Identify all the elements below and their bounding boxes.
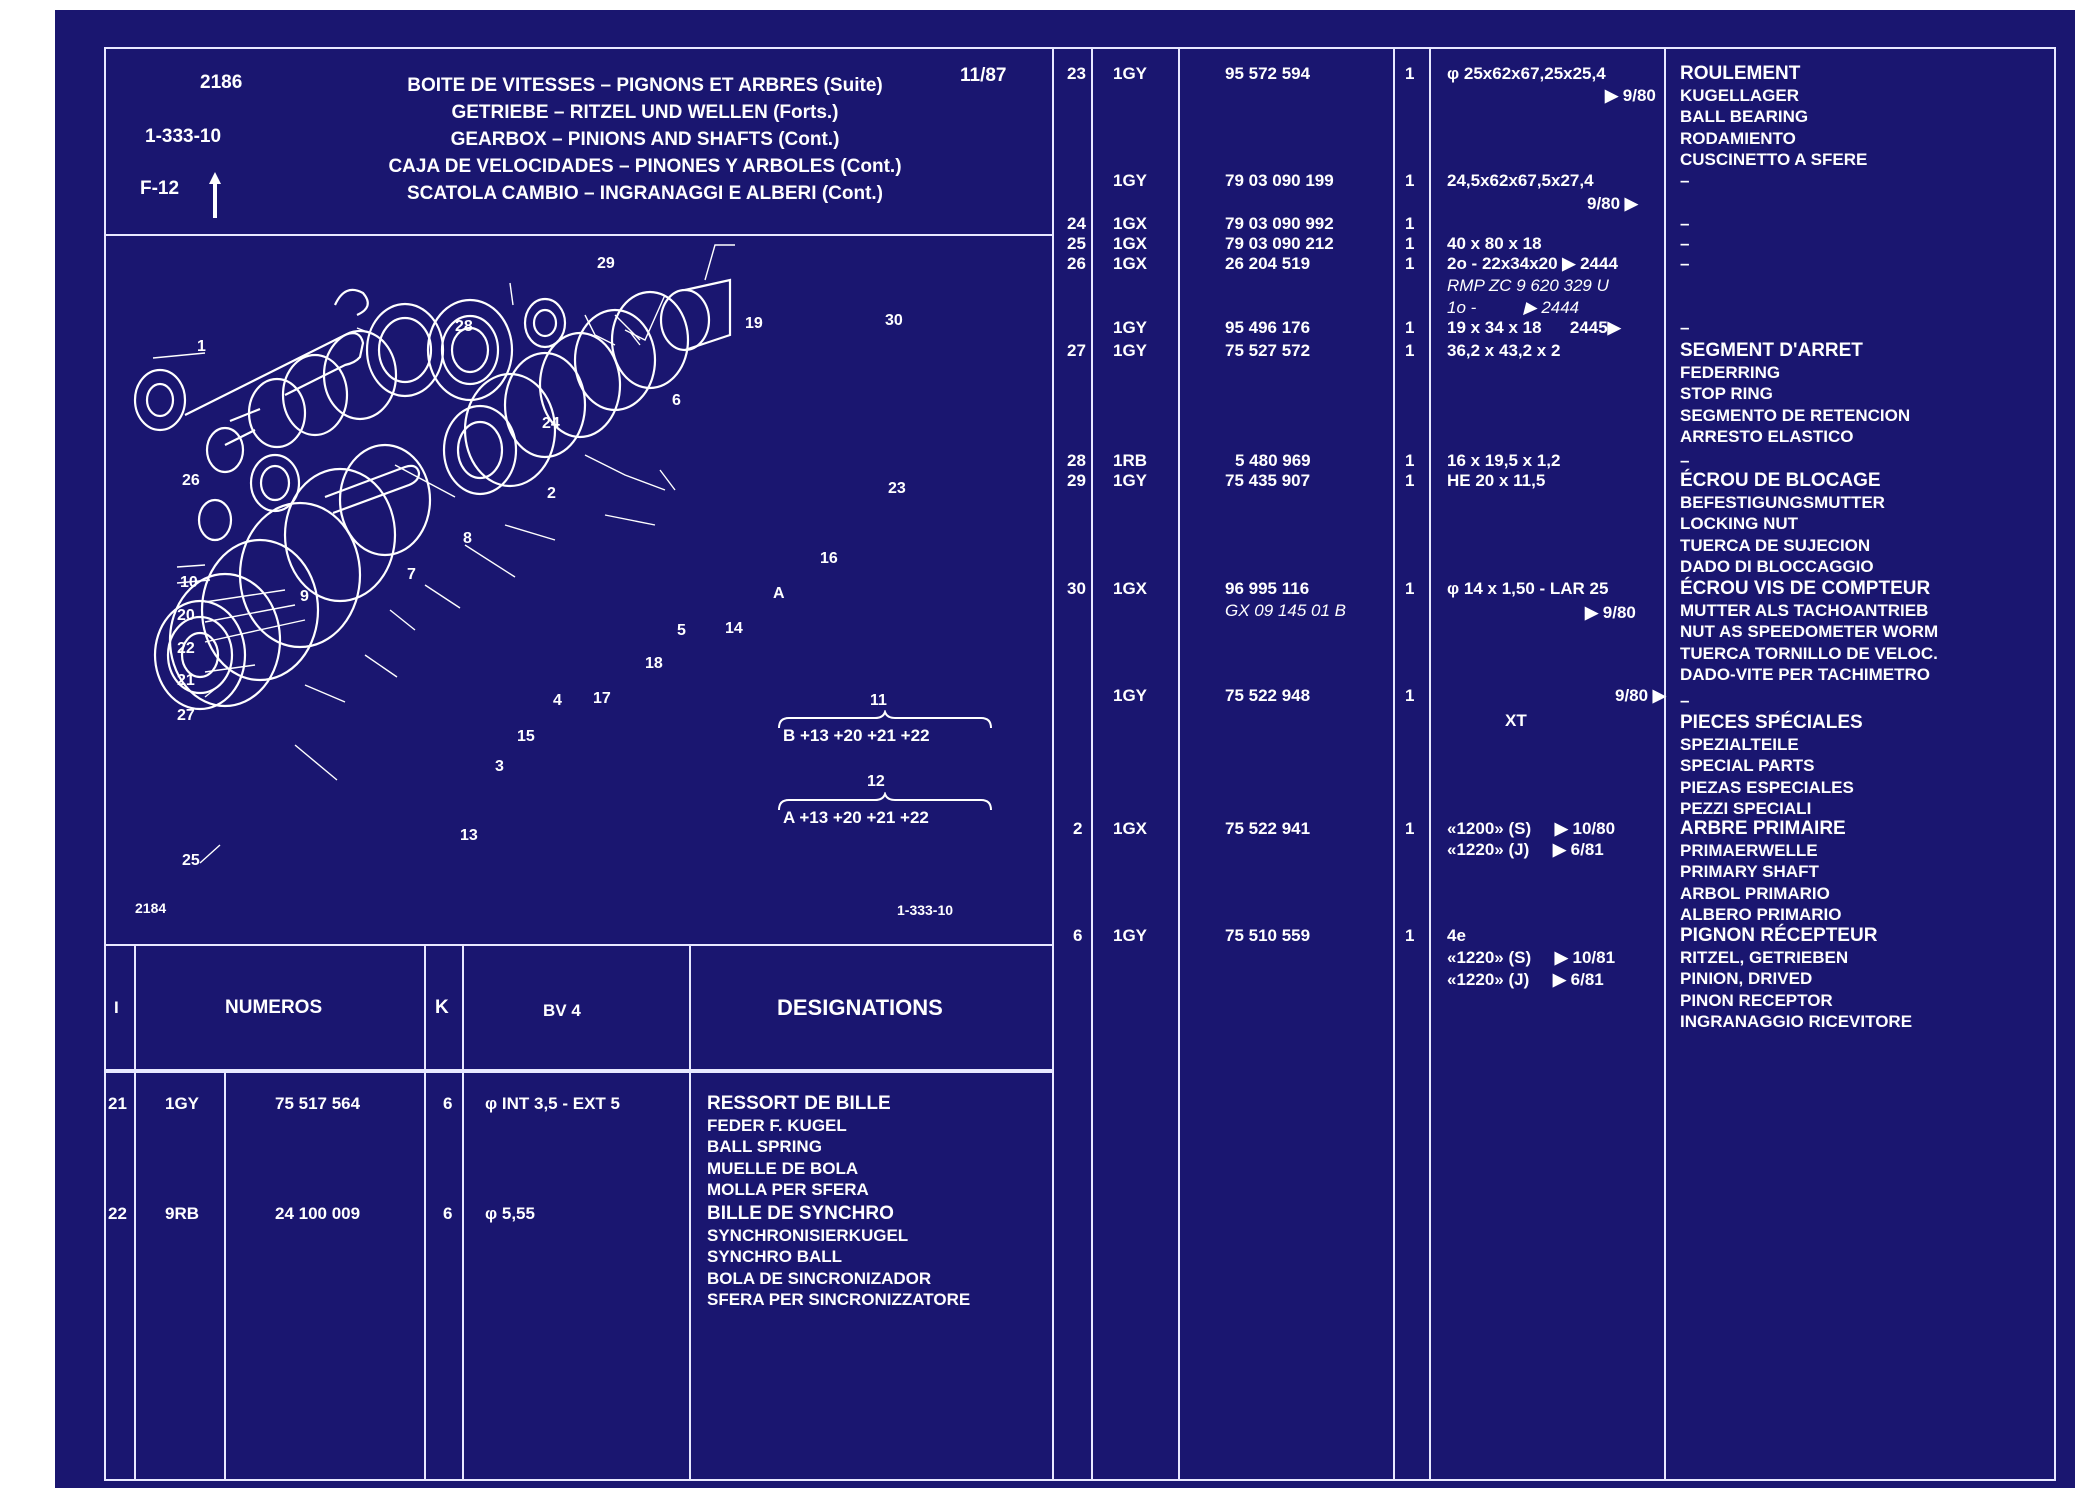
designation-fr: PIECES SPÉCIALES (1680, 712, 1863, 733)
designation-it: PEZZI SPECIALI (1680, 799, 1812, 818)
designation-en: LOCKING NUT (1680, 514, 1799, 533)
designation-es: TUERCA TORNILLO DE VELOC. (1680, 643, 1938, 663)
row-part-number: 24 100 009 (275, 1204, 361, 1223)
rt-bv4: 2o - 22x34x20 ▶ 2444 (1447, 254, 1618, 273)
designation-it: INGRANAGGIO RICEVITORE (1680, 1012, 1913, 1031)
designation-es: ARBOL PRIMARIO (1680, 883, 1830, 903)
rt-code: 1GY (1113, 341, 1148, 360)
row-k: 6 (443, 1204, 453, 1223)
designation-de: KUGELLAGER (1680, 85, 1799, 105)
rt-part-number: 75 527 572 (1225, 341, 1311, 360)
col-header-bv4: BV 4 (543, 1001, 581, 1020)
callout-22: 22 (177, 640, 195, 657)
designation-it: SFERA PER SINCRONIZZATORE (707, 1290, 971, 1309)
rt-part-number: 5 480 969 (1235, 451, 1311, 470)
row-index: 21 (108, 1094, 127, 1113)
designation-de: MUTTER ALS TACHOANTRIEB (1680, 600, 1929, 620)
formula-12-label: 12 (867, 773, 885, 790)
dash: – (1680, 318, 1690, 337)
rt-part-number: 79 03 090 992 (1225, 214, 1334, 233)
designation-group-arbre-primaire (1680, 818, 1846, 926)
designation-es: BOLA DE SINCRONIZADOR (707, 1268, 932, 1288)
col-header-numeros: NUMEROS (225, 997, 323, 1018)
rt-k: 1 (1405, 234, 1415, 253)
col-header-i: I (114, 998, 119, 1017)
callout-10: 10 (180, 574, 198, 591)
designation-group-segment (1680, 340, 1910, 448)
row-code: 1GY (165, 1094, 200, 1113)
designation-group-ecrou-blocage (1680, 470, 1885, 578)
rt-index: 6 (1073, 926, 1083, 945)
gearbox-exploded-diagram (105, 235, 1053, 945)
designation-fr: SEGMENT D'ARRET (1680, 340, 1863, 361)
designation-en: SPECIAL PARTS (1680, 756, 1815, 775)
callout-7: 7 (407, 566, 416, 583)
rt-code: 1GY (1113, 171, 1148, 190)
callout-20: 20 (177, 607, 195, 624)
dash: – (1680, 234, 1690, 253)
designation-en: NUT AS SPEEDOMETER WORM (1680, 622, 1939, 641)
designation-de: FEDER F. KUGEL (707, 1115, 847, 1135)
designation-en: BALL SPRING (707, 1137, 822, 1156)
callout-B: 3 (495, 758, 504, 775)
callout-19: 19 (745, 315, 763, 332)
rt-index: 26 (1067, 254, 1086, 273)
rt-part-number: 96 995 116 (1225, 579, 1310, 598)
designation-it: ARRESTO ELASTICO (1680, 427, 1854, 446)
rt-part-number: 26 204 519 (1225, 254, 1311, 273)
title-fr: BOITE DE VITESSES – PIGNONS ET ARBRES (Suite) (407, 75, 883, 96)
rt-bv4-b: «1220» (J) ▶ 6/81 (1447, 840, 1604, 859)
callout-29: 29 (597, 255, 615, 272)
designation-group-pieces-speciales (1680, 712, 1863, 820)
row-index: 22 (108, 1204, 127, 1223)
designation-es: RODAMIENTO (1680, 128, 1796, 148)
rt-k: 1 (1405, 64, 1415, 83)
rt-code: 1GX (1113, 819, 1148, 838)
diagram-footer-right: 1-333-10 (897, 902, 954, 918)
rt-code: 1GY (1113, 64, 1148, 83)
rt-code: 1GX (1113, 579, 1148, 598)
row-bv4: φ 5,55 (485, 1204, 535, 1223)
callout-16: 16 (820, 550, 838, 567)
designation-de: PRIMAERWELLE (1680, 840, 1818, 860)
designation-es: PINON RECEPTOR (1680, 990, 1833, 1010)
rt-index: 30 (1067, 579, 1086, 598)
row-designations (707, 1093, 891, 1201)
designation-es: PIEZAS ESPECIALES (1680, 777, 1854, 797)
col-header-designations: DESIGNATIONS (777, 995, 943, 1020)
rt-bv4: 4e (1447, 926, 1466, 945)
designation-es: TUERCA DE SUJECION (1680, 535, 1871, 555)
rt-bv4-b: XT (1505, 711, 1527, 730)
callout-27: 27 (177, 707, 195, 724)
designation-de: BEFESTIGUNGSMUTTER (1680, 492, 1885, 512)
callout-15: 15 (517, 728, 535, 745)
rt-part-number: 79 03 090 212 (1225, 234, 1334, 253)
designation-en: PINION, DRIVED (1680, 969, 1813, 988)
rt-code: 1GX (1113, 214, 1148, 233)
rt-k: 1 (1405, 318, 1415, 337)
dash: – (1680, 214, 1690, 233)
dash: – (1680, 691, 1690, 710)
rt-part-number: 95 496 176 (1225, 318, 1311, 337)
row-bv4: φ INT 3,5 - EXT 5 (485, 1094, 620, 1113)
rt-index: 29 (1067, 471, 1086, 490)
title-de: GETRIEBE – RITZEL UND WELLEN (Forts.) (451, 102, 839, 123)
callout-A: A (773, 585, 785, 602)
up-arrow-icon (207, 170, 223, 222)
rt-bv4: 24,5x62x67,5x27,4 (1447, 171, 1594, 190)
rt-bv4-b: «1220» (S) ▶ 10/81 (1447, 948, 1616, 967)
title-es: CAJA DE VELOCIDADES – PINONES Y ARBOLES (Cont.) (388, 156, 902, 177)
designation-de: SPEZIALTEILE (1680, 734, 1799, 754)
designation-fr: ÉCROU VIS DE COMPTEUR (1680, 578, 1931, 599)
callout-30: 30 (885, 312, 903, 329)
rt-part-number: 75 522 948 (1225, 686, 1311, 705)
designation-group-pignon-recepteur (1680, 925, 1912, 1033)
section-code: F-12 (140, 178, 180, 199)
designation-fr: ROULEMENT (1680, 63, 1801, 84)
designation-en: BALL BEARING (1680, 107, 1809, 126)
designation-fr: PIGNON RÉCEPTEUR (1680, 925, 1878, 946)
designation-fr: ARBRE PRIMAIRE (1680, 818, 1846, 839)
designation-en: STOP RING (1680, 384, 1773, 403)
rt-bv4-c: «1220» (J) ▶ 6/81 (1447, 970, 1604, 989)
rt-bv4-b: ▶ 9/80 (1585, 603, 1636, 622)
rt-k: 1 (1405, 819, 1415, 838)
rt-code: 1GX (1113, 234, 1148, 253)
designation-group-roulement (1680, 63, 1867, 171)
callout-5: 5 (677, 622, 686, 639)
rt-part-number: 75 522 941 (1225, 819, 1311, 838)
row-code: 9RB (165, 1204, 200, 1223)
rt-part-number: 75 510 559 (1225, 926, 1311, 945)
rt-bv4-b: ▶ 9/80 (1605, 86, 1656, 105)
rt-k: 1 (1405, 579, 1415, 598)
rt-code: 1GX (1113, 254, 1148, 273)
rt-index: 24 (1067, 214, 1086, 233)
reference-number: 1-333-10 (145, 126, 222, 147)
rt-k: 1 (1405, 254, 1415, 273)
designation-en: PRIMARY SHAFT (1680, 862, 1819, 881)
rt-k: 1 (1405, 926, 1415, 945)
plate-number: 2186 (200, 72, 243, 93)
rt-bv4: 36,2 x 43,2 x 2 (1447, 341, 1561, 360)
rt-bv4: HE 20 x 11,5 (1447, 471, 1546, 490)
formula-12: A +13 +20 +21 +22 (783, 808, 929, 827)
callout-13: 13 (460, 827, 478, 844)
title-it: SCATOLA CAMBIO – INGRANAGGI E ALBERI (Cont.) (406, 183, 884, 204)
row-part-number: 75 517 564 (275, 1094, 361, 1113)
callout-24: 24 (542, 415, 560, 432)
designation-es: SEGMENTO DE RETENCION (1680, 405, 1911, 425)
rt-code: 1GY (1113, 686, 1148, 705)
designation-it: ALBERO PRIMARIO (1680, 905, 1842, 924)
rt-bv4: 9/80 ▶ (1615, 686, 1666, 705)
callout-23: 23 (888, 480, 906, 497)
header-titles (325, 72, 965, 207)
callout-25: 25 (182, 852, 200, 869)
rt-code: 1GY (1113, 926, 1148, 945)
rt-index: 2 (1073, 819, 1083, 838)
formula-11-label: 11 (870, 692, 887, 709)
rt-part-number-b: GX 09 145 01 B (1225, 601, 1346, 620)
rt-k: 1 (1405, 471, 1415, 490)
rt-bv4: 19 x 34 x 18 2445▶ (1447, 318, 1621, 337)
rt-k: 1 (1405, 214, 1415, 233)
callout-8: 8 (463, 530, 472, 547)
designation-es: MUELLE DE BOLA (707, 1158, 859, 1178)
dash: – (1680, 171, 1690, 190)
rt-code: 1GY (1113, 318, 1148, 337)
designation-fr: RESSORT DE BILLE (707, 1093, 891, 1114)
designation-it: MOLLA PER SFERA (707, 1180, 869, 1199)
rt-bv4-c: 1o - ▶ 2444 (1447, 298, 1580, 317)
rt-k: 1 (1405, 686, 1415, 705)
callout-2: 2 (547, 485, 556, 502)
callout-21: 21 (177, 672, 195, 689)
row-k: 6 (443, 1094, 453, 1113)
callout-28: 28 (455, 318, 473, 335)
rt-bv4-b: 9/80 ▶ (1587, 194, 1638, 213)
rt-index: 23 (1067, 64, 1086, 83)
callout-1: 1 (197, 338, 206, 355)
designation-it: DADO DI BLOCCAGGIO (1680, 557, 1874, 576)
rt-index: 25 (1067, 234, 1086, 253)
callout-17: 17 (593, 690, 611, 707)
rt-part-number: 95 572 594 (1225, 64, 1311, 83)
rt-k: 1 (1405, 451, 1415, 470)
dash: – (1680, 451, 1690, 470)
callout-26: 26 (182, 472, 200, 489)
rt-k: 1 (1405, 341, 1415, 360)
rt-bv4: φ 25x62x67,25x25,4 (1447, 64, 1606, 83)
rt-k: 1 (1405, 171, 1415, 190)
callout-9: 9 (300, 588, 309, 605)
formula-11: B +13 +20 +21 +22 (783, 726, 930, 745)
designation-de: FEDERRING (1680, 362, 1781, 382)
designation-group-ecrou-compteur (1680, 578, 1938, 686)
rt-index: 28 (1067, 451, 1086, 470)
rt-part-number: 79 03 090 199 (1225, 171, 1334, 190)
row-designations (707, 1203, 970, 1311)
rt-bv4: 40 x 80 x 18 (1447, 234, 1542, 253)
rt-code: 1RB (1113, 451, 1148, 470)
dash: – (1680, 254, 1690, 273)
rt-bv4: φ 14 x 1,50 - LAR 25 (1447, 579, 1609, 598)
callout-6: 6 (672, 392, 681, 409)
col-header-k: K (435, 997, 449, 1018)
rt-index: 27 (1067, 341, 1086, 360)
issue-date: 11/87 (960, 65, 1007, 86)
rt-code: 1GY (1113, 471, 1148, 490)
diagram-footer-left: 2184 (135, 900, 167, 916)
designation-it: DADO-VITE PER TACHIMETRO (1680, 665, 1930, 684)
designation-de: RITZEL, GETRIEBEN (1680, 947, 1849, 967)
rt-part-number: 75 435 907 (1225, 471, 1311, 490)
callout-18: 18 (645, 655, 663, 672)
designation-en: SYNCHRO BALL (707, 1247, 843, 1266)
designation-fr: BILLE DE SYNCHRO (707, 1203, 894, 1224)
callout-4: 4 (553, 692, 562, 709)
callout-14: 14 (725, 620, 743, 637)
rt-bv4-b: RMP ZC 9 620 329 U (1447, 276, 1609, 295)
designation-fr: ÉCROU DE BLOCAGE (1680, 470, 1881, 491)
rt-bv4: 16 x 19,5 x 1,2 (1447, 451, 1561, 470)
title-en: GEARBOX – PINIONS AND SHAFTS (Cont.) (450, 129, 840, 150)
rt-bv4: «1200» (S) ▶ 10/80 (1447, 819, 1616, 838)
designation-it: CUSCINETTO A SFERE (1680, 150, 1868, 169)
designation-de: SYNCHRONISIERKUGEL (707, 1225, 909, 1245)
